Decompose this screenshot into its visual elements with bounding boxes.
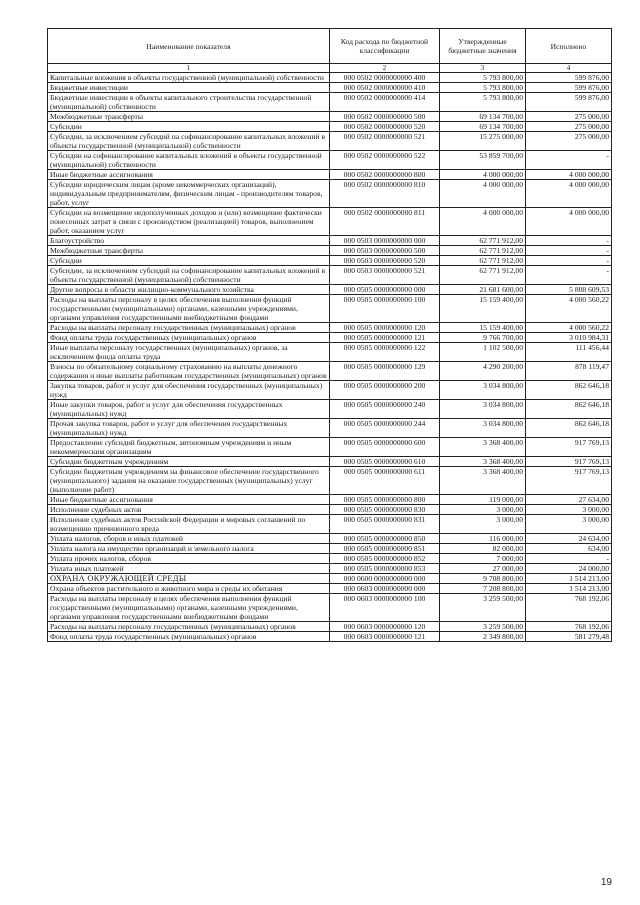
table-row xyxy=(48,400,612,419)
table-row xyxy=(48,381,612,400)
row-executed-cell: - xyxy=(526,256,612,266)
row-code-cell: 000 0502 0000000000 522 xyxy=(330,151,440,170)
table-row xyxy=(48,495,612,505)
row-code-cell: 000 0505 0000000000 852 xyxy=(330,554,440,564)
row-executed-cell: 862 646,18 xyxy=(526,400,612,419)
row-name-cell: Уплата прочих налогов, сборов xyxy=(48,554,330,564)
table-row xyxy=(48,343,612,362)
row-executed-cell: 768 192,06 xyxy=(526,622,612,632)
table-row xyxy=(48,574,612,584)
row-code-cell: 000 0603 0000000000 120 xyxy=(330,622,440,632)
row-code-cell: 000 0505 0000000000 240 xyxy=(330,400,440,419)
row-executed-cell: 917 769,13 xyxy=(526,457,612,467)
row-code-cell: 000 0505 0000000000 611 xyxy=(330,467,440,495)
row-code-cell: 000 0603 0000000000 000 xyxy=(330,584,440,594)
row-name-cell: Субсидии на софинансирование капитальных вложений в объекты государственной (муниципальной) собственности xyxy=(48,151,330,170)
row-name-cell: Фонд оплаты труда государственных (муниципальных) органов xyxy=(48,333,330,343)
column-number: 4 xyxy=(526,64,612,73)
row-name-cell: Субсидии, за исключением субсидий на софинансирование капитальных вложений в объекты государственной (муниципальной) собственности xyxy=(48,132,330,151)
row-name-cell: Субсидии бюджетным учреждениям на финансовое обеспечение государственного (муниципального) задания на оказание государственных (муниципальных) услуг (выполнение работ) xyxy=(48,467,330,495)
row-code-cell: 000 0502 0000000000 521 xyxy=(330,132,440,151)
row-approved-cell: 62 771 912,00 xyxy=(440,256,526,266)
row-name-cell: Иные бюджетные ассигнования xyxy=(48,495,330,505)
row-executed-cell: 917 769,13 xyxy=(526,467,612,495)
table-row xyxy=(48,256,612,266)
row-approved-cell: 3 259 500,00 xyxy=(440,622,526,632)
row-executed-cell: 275 000,00 xyxy=(526,112,612,122)
table-row xyxy=(48,122,612,132)
row-executed-cell: 4 000 000,00 xyxy=(526,170,612,180)
row-code-cell: 000 0503 0000000000 000 xyxy=(330,236,440,246)
row-code-cell: 000 0505 0000000000 122 xyxy=(330,343,440,362)
row-approved-cell: 5 793 800,00 xyxy=(440,83,526,93)
row-name-cell: Межбюджетные трансферты xyxy=(48,246,330,256)
table-row xyxy=(48,151,612,170)
column-number: 1 xyxy=(48,64,330,73)
row-executed-cell: 917 769,13 xyxy=(526,438,612,457)
row-code-cell: 000 0505 0000000000 610 xyxy=(330,457,440,467)
row-executed-cell: 768 192,06 xyxy=(526,594,612,622)
row-approved-cell: 7 208 800,00 xyxy=(440,584,526,594)
row-code-cell: 000 0603 0000000000 121 xyxy=(330,632,440,642)
row-name-cell: Субсидии, за исключением субсидий на софинансирование капитальных вложений в объекты государственной (муниципальной) собственности xyxy=(48,266,330,285)
row-executed-cell: 599 876,00 xyxy=(526,83,612,93)
table-row xyxy=(48,236,612,246)
row-approved-cell: 3 368 400,00 xyxy=(440,438,526,457)
row-name-cell: Расходы на выплаты персоналу государственных (муниципальных) органов xyxy=(48,323,330,333)
table-row xyxy=(48,112,612,122)
row-name-cell: Охрана объектов растительного и животного мира и среды их обитания xyxy=(48,584,330,594)
row-approved-cell: 116 000,00 xyxy=(440,534,526,544)
row-code-cell: 000 0505 0000000000 100 xyxy=(330,295,440,323)
row-approved-cell: 82 000,00 xyxy=(440,544,526,554)
row-executed-cell: - xyxy=(526,266,612,285)
table-row xyxy=(48,93,612,112)
row-approved-cell: 7 000,00 xyxy=(440,554,526,564)
row-code-cell: 000 0505 0000000000 800 xyxy=(330,495,440,505)
row-executed-cell: 4 000 000,00 xyxy=(526,208,612,236)
table-row xyxy=(48,419,612,438)
row-executed-cell: 275 000,00 xyxy=(526,122,612,132)
row-name-cell: Прочая закупка товаров, работ и услуг для обеспечения государственных (муниципальных) нужд xyxy=(48,419,330,438)
row-code-cell: 000 0502 0000000000 810 xyxy=(330,180,440,208)
row-approved-cell: 53 859 700,00 xyxy=(440,151,526,170)
column-number: 2 xyxy=(330,64,440,73)
row-executed-cell: 3 010 984,31 xyxy=(526,333,612,343)
row-approved-cell: 27 000,00 xyxy=(440,564,526,574)
table-row xyxy=(48,246,612,256)
table-row xyxy=(48,362,612,381)
row-code-cell: 000 0505 0000000000 121 xyxy=(330,333,440,343)
column-number-row xyxy=(48,64,612,73)
table-row xyxy=(48,132,612,151)
row-executed-cell: 24 634,00 xyxy=(526,534,612,544)
table-row xyxy=(48,180,612,208)
row-executed-cell: 111 456,44 xyxy=(526,343,612,362)
row-name-cell: Взносы по обязательному социальному страхованию на выплаты денежного содержания и иные выплаты работникам государственных (муниципальных) органов xyxy=(48,362,330,381)
table-row xyxy=(48,457,612,467)
row-executed-cell: 862 646,18 xyxy=(526,419,612,438)
row-executed-cell: 862 646,18 xyxy=(526,381,612,400)
row-approved-cell: 3 259 500,00 xyxy=(440,594,526,622)
row-approved-cell: 1 102 500,00 xyxy=(440,343,526,362)
page-number: 19 xyxy=(600,877,612,888)
row-code-cell: 000 0505 0000000000 600 xyxy=(330,438,440,457)
row-executed-cell: 1 514 213,00 xyxy=(526,584,612,594)
row-name-cell: Исполнение судебных актов Российской Федерации и мировых соглашений по возмещению причиненного вреда xyxy=(48,515,330,534)
row-approved-cell: 4 000 000,00 xyxy=(440,180,526,208)
table-row xyxy=(48,83,612,93)
row-code-cell: 000 0505 0000000000 120 xyxy=(330,323,440,333)
row-approved-cell: 4 000 000,00 xyxy=(440,170,526,180)
row-name-cell: Бюджетные инвестиции xyxy=(48,83,330,93)
row-code-cell: 000 0502 0000000000 520 xyxy=(330,122,440,132)
row-approved-cell: 9 766 700,00 xyxy=(440,333,526,343)
row-name-cell: Исполнение судебных актов xyxy=(48,505,330,515)
row-code-cell: 000 0505 0000000000 000 xyxy=(330,285,440,295)
row-name-cell: Субсидии xyxy=(48,122,330,132)
row-code-cell: 000 0503 0000000000 521 xyxy=(330,266,440,285)
row-executed-cell: 275 000,00 xyxy=(526,132,612,151)
row-approved-cell: 5 793 800,00 xyxy=(440,93,526,112)
row-executed-cell: 599 876,00 xyxy=(526,73,612,83)
row-code-cell: 000 0505 0000000000 851 xyxy=(330,544,440,554)
table-row xyxy=(48,266,612,285)
row-approved-cell: 62 771 912,00 xyxy=(440,266,526,285)
row-code-cell: 000 0502 0000000000 410 xyxy=(330,83,440,93)
row-executed-cell: 5 808 609,53 xyxy=(526,285,612,295)
row-approved-cell: 15 159 400,00 xyxy=(440,323,526,333)
table-row xyxy=(48,467,612,495)
row-executed-cell: 3 000,00 xyxy=(526,515,612,534)
table-row xyxy=(48,505,612,515)
row-approved-cell: 3 000,00 xyxy=(440,505,526,515)
table-row xyxy=(48,438,612,457)
row-executed-cell: 599 876,00 xyxy=(526,93,612,112)
row-approved-cell: 4 290 200,00 xyxy=(440,362,526,381)
row-name-cell: Уплата иных платежей xyxy=(48,564,330,574)
row-code-cell: 000 0505 0000000000 830 xyxy=(330,505,440,515)
row-name-cell: Капитальные вложения в объекты государственной (муниципальной) собственности xyxy=(48,73,330,83)
row-executed-cell: 1 514 213,00 xyxy=(526,574,612,584)
row-name-cell: Межбюджетные трансферты xyxy=(48,112,330,122)
row-code-cell: 000 0600 0000000000 000 xyxy=(330,574,440,584)
row-approved-cell: 3 000,00 xyxy=(440,515,526,534)
row-approved-cell: 62 771 912,00 xyxy=(440,246,526,256)
row-name-cell: Благоустройство xyxy=(48,236,330,246)
table-row xyxy=(48,170,612,180)
row-executed-cell: 878 119,47 xyxy=(526,362,612,381)
table-row xyxy=(48,622,612,632)
row-approved-cell: 5 793 800,00 xyxy=(440,73,526,83)
row-name-cell: Расходы на выплаты персоналу в целях обеспечения выполнения функций государственными (муниципальными) органами, казенными учреждениями, органами управления государственными внебюджетными фондами xyxy=(48,295,330,323)
row-code-cell: 000 0502 0000000000 800 xyxy=(330,170,440,180)
header-executed: Исполнено xyxy=(526,29,612,64)
row-approved-cell: 3 034 800,00 xyxy=(440,419,526,438)
row-name-cell: Уплата налогов, сборов и иных платежей xyxy=(48,534,330,544)
row-code-cell: 000 0505 0000000000 850 xyxy=(330,534,440,544)
row-executed-cell: 4 000 560,22 xyxy=(526,295,612,323)
row-name-cell: Бюджетные инвестиции в объекты капитального строительства государственной (муниципальной) собственности xyxy=(48,93,330,112)
row-name-cell: Расходы на выплаты персоналу государственных (муниципальных) органов xyxy=(48,622,330,632)
table-row xyxy=(48,564,612,574)
row-name-cell: Субсидии бюджетным учреждениям xyxy=(48,457,330,467)
row-approved-cell: 15 275 000,00 xyxy=(440,132,526,151)
row-approved-cell: 21 681 600,00 xyxy=(440,285,526,295)
table-row xyxy=(48,295,612,323)
header-approved-values: Утвержденные бюджетные значения xyxy=(440,29,526,64)
table-row xyxy=(48,333,612,343)
row-executed-cell: 581 279,48 xyxy=(526,632,612,642)
header-expense-code: Код расхода по бюджетной классификации xyxy=(330,29,440,64)
row-name-cell: Закупка товаров, работ и услуг для обеспечения государственных (муниципальных) нужд xyxy=(48,381,330,400)
table-row xyxy=(48,208,612,236)
row-approved-cell: 119 000,00 xyxy=(440,495,526,505)
row-code-cell: 000 0503 0000000000 520 xyxy=(330,256,440,266)
row-name-cell: Фонд оплаты труда государственных (муниципальных) органов xyxy=(48,632,330,642)
table-row xyxy=(48,632,612,642)
header-indicator-name: Наименование показателя xyxy=(48,29,330,64)
row-name-cell: ОХРАНА ОКРУЖАЮЩЕЙ СРЕДЫ xyxy=(48,574,330,584)
row-approved-cell: 3 368 400,00 xyxy=(440,467,526,495)
row-approved-cell: 2 349 800,00 xyxy=(440,632,526,642)
budget-execution-table xyxy=(47,28,612,642)
row-executed-cell: - xyxy=(526,554,612,564)
row-approved-cell: 69 134 700,00 xyxy=(440,122,526,132)
row-code-cell: 000 0505 0000000000 244 xyxy=(330,419,440,438)
row-code-cell: 000 0502 0000000000 811 xyxy=(330,208,440,236)
row-executed-cell: 3 000,00 xyxy=(526,505,612,515)
row-name-cell: Другие вопросы в области жилищно-коммунального хозяйства xyxy=(48,285,330,295)
table-row xyxy=(48,554,612,564)
table-row xyxy=(48,594,612,622)
row-approved-cell: 3 034 800,00 xyxy=(440,400,526,419)
row-approved-cell: 3 034 800,00 xyxy=(440,381,526,400)
row-approved-cell: 69 134 700,00 xyxy=(440,112,526,122)
row-executed-cell: 634,00 xyxy=(526,544,612,554)
row-name-cell: Субсидии на возмещение недополученных доходов и (или) возмещение фактически понесенных затрат в связи с производством (реализацией) товаров, выполнением работ, оказанием услуг xyxy=(48,208,330,236)
table-header-row xyxy=(48,29,612,64)
row-code-cell: 000 0603 0000000000 100 xyxy=(330,594,440,622)
row-code-cell: 000 0505 0000000000 831 xyxy=(330,515,440,534)
row-approved-cell: 62 771 912,00 xyxy=(440,236,526,246)
row-executed-cell: 24 000,00 xyxy=(526,564,612,574)
row-executed-cell: - xyxy=(526,236,612,246)
table-body xyxy=(48,73,612,642)
row-code-cell: 000 0505 0000000000 200 xyxy=(330,381,440,400)
row-executed-cell: 4 000 560,22 xyxy=(526,323,612,333)
row-name-cell: Иные бюджетные ассигнования xyxy=(48,170,330,180)
row-name-cell: Расходы на выплаты персоналу в целях обеспечения выполнения функций государственными (муниципальными) органами, казенными учреждениями, органами управления государственными внебюджетными фондами xyxy=(48,594,330,622)
row-name-cell: Иные выплаты персоналу государственных (муниципальных) органов, за исключением фонда оплаты труда xyxy=(48,343,330,362)
column-number: 3 xyxy=(440,64,526,73)
table-row xyxy=(48,544,612,554)
row-code-cell: 000 0502 0000000000 500 xyxy=(330,112,440,122)
table-row xyxy=(48,584,612,594)
row-approved-cell: 4 000 000,00 xyxy=(440,208,526,236)
row-name-cell: Субсидии юридическим лицам (кроме некоммерческих организаций), индивидуальным предпринимателям, физическим лицам - производителям товаров, работ, услуг xyxy=(48,180,330,208)
table-row xyxy=(48,323,612,333)
table-row xyxy=(48,515,612,534)
row-approved-cell: 3 368 400,00 xyxy=(440,457,526,467)
row-approved-cell: 9 708 800,00 xyxy=(440,574,526,584)
row-name-cell: Предоставление субсидий бюджетным, автономным учреждениям и иным некоммерческим организациям xyxy=(48,438,330,457)
row-executed-cell: 27 634,00 xyxy=(526,495,612,505)
row-name-cell: Уплата налога на имущество организаций и земельного налога xyxy=(48,544,330,554)
row-approved-cell: 15 159 400,00 xyxy=(440,295,526,323)
row-code-cell: 000 0502 0000000000 400 xyxy=(330,73,440,83)
row-name-cell: Субсидии xyxy=(48,256,330,266)
row-code-cell: 000 0503 0000000000 500 xyxy=(330,246,440,256)
row-executed-cell: 4 000 000,00 xyxy=(526,180,612,208)
table-row xyxy=(48,73,612,83)
row-code-cell: 000 0505 0000000000 853 xyxy=(330,564,440,574)
row-code-cell: 000 0502 0000000000 414 xyxy=(330,93,440,112)
table-row xyxy=(48,534,612,544)
row-executed-cell: - xyxy=(526,246,612,256)
table-row xyxy=(48,285,612,295)
row-name-cell: Иные закупки товаров, работ и услуг для обеспечения государственных (муниципальных) нужд xyxy=(48,400,330,419)
row-code-cell: 000 0505 0000000000 129 xyxy=(330,362,440,381)
row-executed-cell: - xyxy=(526,151,612,170)
